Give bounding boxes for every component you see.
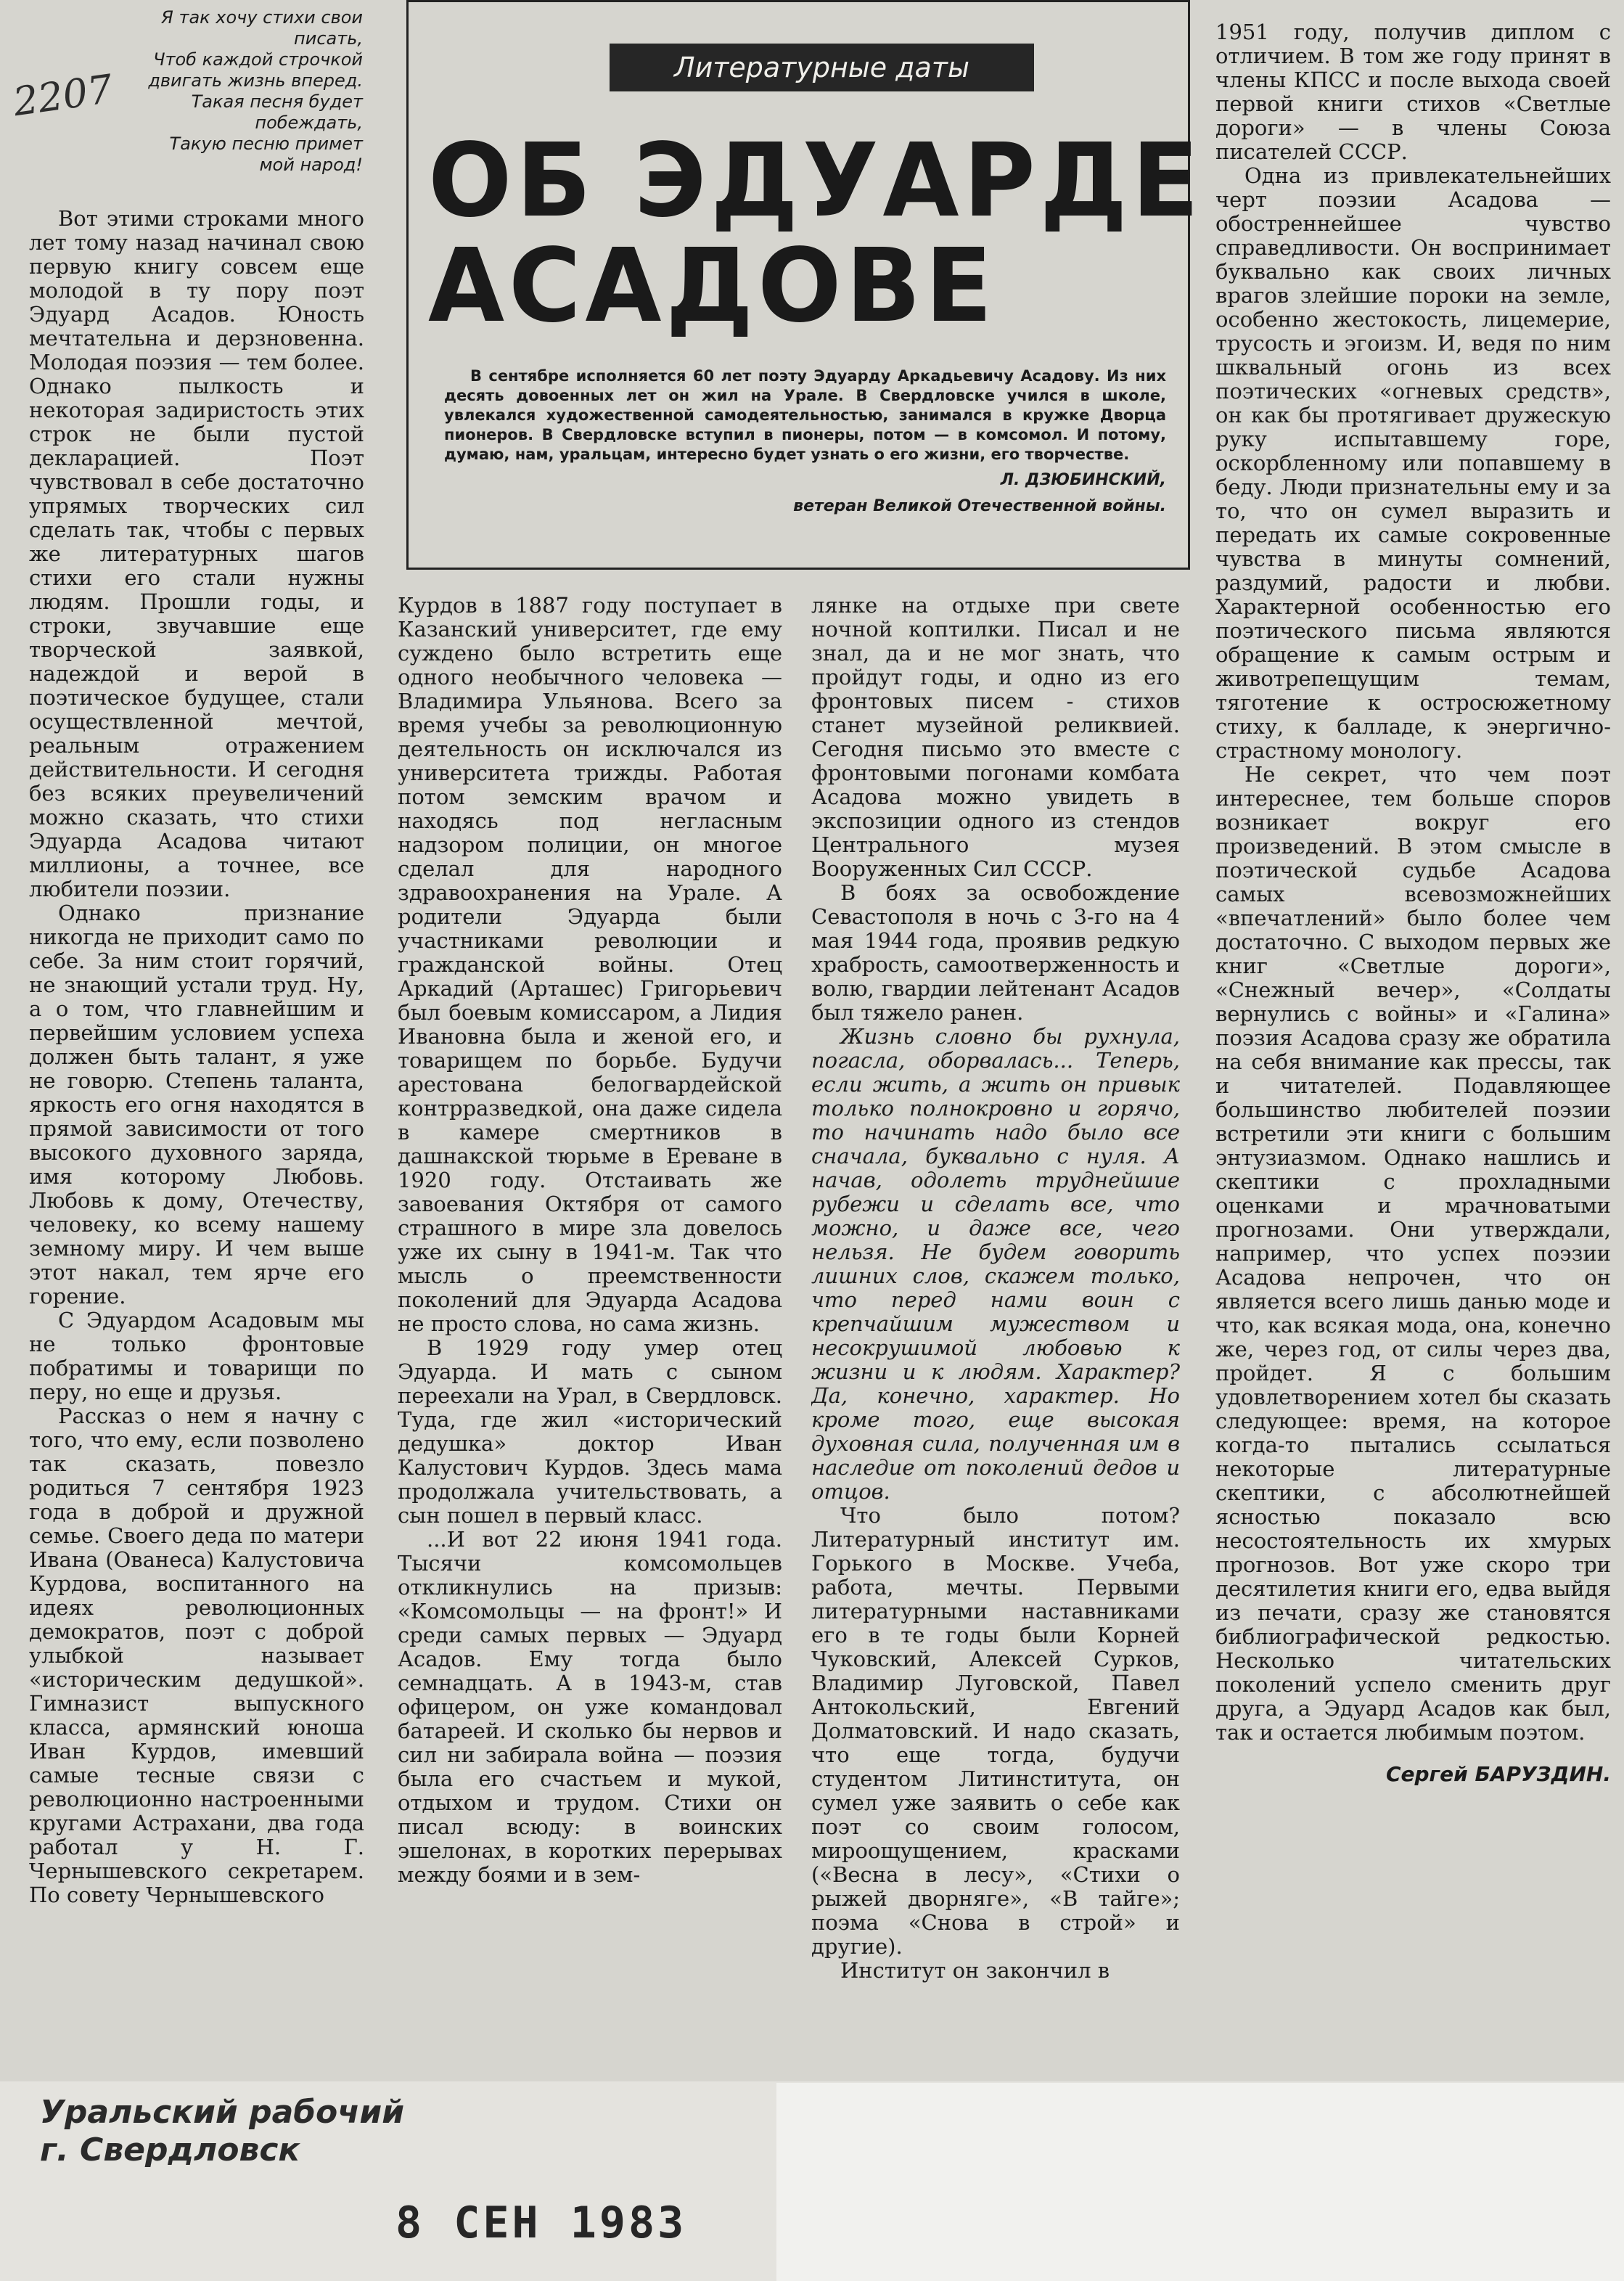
epigraph-line: побеждать, <box>255 112 363 133</box>
article-column-2 <box>398 594 782 2060</box>
article-column-4 <box>1215 20 1611 2035</box>
blank-paper-area <box>776 2083 1624 2281</box>
source-stamp-city: г. Свердловск <box>40 2131 300 2169</box>
paragraph: С Эдуардом Асадовым мы не только фронтовые побратимы и товарищи по перу, но еще и друзья. <box>29 1308 364 1404</box>
lead-signature-role: ветеран Великой Отечественной войны. <box>793 497 1166 515</box>
paragraph: Не секрет, что чем поэт интереснее, тем больше споров возникает вокруг его произведений. В этом смысле в поэтической судьбе Асадова самых всевозможнейших «впечатлений» было более чем достаточно. С выходом первых же книг «Светлые дороги», «Снежный вечер», «Солдаты вернулись с войны» и «Галина» поэзия Асадова сразу же обратила на себя внимание как прессы, так и читателей. Подавляющее большинство любителей поэзии встретили эти книги с большим энтузиазмом. Однако нашлись и скептики с прохладными оценками и мрачноватыми прогнозами. Они утверждали, например, что успех поэзии Асадова непрочен, что он является всего лишь данью моде и что, как всякая мода, она, конечно же, через год, от силы через два, пройдет. Я с большим удовлетворением хотел бы сказать следующее: время, на которое когда-то пытались ссылаться некоторые литературные скептики, с абсолютнейшей ясностью показало всю несостоятельность их хмурых прогнозов. Вот уже скоро три десятилетия книги его, едва выйдя из печати, сразу же становятся библиографической редкостью. Несколько читательских поколений успело сменить друг друга, а Эдуард Асадов как был, так и остается любимым поэтом. <box>1215 762 1611 1745</box>
lead-signature: Л. ДЗЮБИНСКИЙ, <box>1000 471 1166 489</box>
lead-text: В сентябре исполняется 60 лет поэту Эдуарду Аркадьевичу Асадову. Из них десять довоенных лет он жил на Урале. В Свердловске учился в школе, увлекался художественной самодеятельностью, занимался в кружке Дворца пионеров. В Свердловске вступил в пионеры, потом — в комсомол. И потому, думаю, нам, уральцам, интересно будет узнать о его жизни, его творчестве. <box>444 367 1166 463</box>
headline-line-2: АСАДОВЕ <box>428 227 997 345</box>
epigraph <box>29 7 363 176</box>
paragraph: Рассказ о нем я начну с того, что ему, если позволено так сказать, повезло родиться 7 сентября 1923 года в доброй и дружной семье. Своего деда по матери Ивана (Ованеса) Калустовича Курдова, воспитанного на идеях революционных демократов, поэт с доброй улыбкой называет «историческим дедушкой». Гимназист выпускного класса, армянский юноша Иван Курдов, имевший самые тесные связи с революционно настроенными кругами Астрахани, два года работал у Н. Г. Чернышевского секретарем. По совету Чернышевского <box>29 1404 364 1907</box>
date-stamp: 8 СЕН 1983 <box>395 2198 687 2248</box>
epigraph-line: двигать жизнь вперед. <box>148 70 363 91</box>
lead-paragraph <box>444 366 1166 517</box>
epigraph-line: Чтоб каждой строчкой <box>153 49 363 70</box>
paragraph: 1951 году, получив диплом с отличием. В том же году принят в члены КПСС и после выхода своей первой книги стихов «Светлые дороги» — в члены Союза писателей СССР. <box>1215 20 1611 164</box>
paragraph: Курдов в 1887 году поступает в Казанский университет, где ему суждено было встретить еще одного необычного человека — Владимира Ульянова. Всего за время учебы за революционную деятельность он исключался из университета трижды. Работая потом земским врачом и находясь под негласным надзором полиции, он многое сделал для народного здравоохранения на Урале. А родители Эдуарда были участниками революции и гражданской войны. Отец Аркадий (Арташес) Григорьевич был боевым комиссаром, а Лидия Ивановна была и женой его, и товарищем по борьбе. Будучи арестована белогвардейской контрразведкой, она даже сидела в камере смертников в дашнакской тюрьме в Ереване в 1920 году. Отстаивать же завоевания Октября от самого страшного в мире зла довелось уже их сыну в 1941-м. Так что мысль о преемственности поколений для Эдуарда Асадова не просто слова, но сама жизнь. <box>398 594 782 1336</box>
epigraph-line: Такую песню примет <box>169 134 363 154</box>
paragraph: Однако признание никогда не приходит само по себе. За ним стоит горячий, не знающий устали труд. Ну, а о том, что главнейшим и первейшим условием успеха должен быть талант, я уже не говорю. Степень таланта, яркость его огня находятся в прямой зависимости от того высокого духовного заряда, имя которому Любовь. Любовь к дому, Отечеству, человеку, ко всему нашему земному миру. И чем выше этот накал, тем ярче его горение. <box>29 901 364 1309</box>
paragraph: Институт он закончил в <box>840 1958 1110 1983</box>
article-column-3 <box>811 594 1180 2060</box>
paragraph: Вот этими строками много лет тому назад начинал свою первую книгу совсем еще молодой в ту пору поэт Эдуард Асадов. Юность мечтательна и дерзновенна. Молодая поэзия — тем более. Однако пылкость и некоторая задиристость этих строк не были пустой декларацией. Поэт чувствовал в себе достаточно упрямых творческих сил сделать так, чтобы с первых же литературных шагов стихи его стали нужны людям. Прошли годы, и строки, звучавшие еще творческой заявкой, надеждой и верой в поэтическое будущее, стали осуществленной мечтой, реальным отражением действительности. И сегодня без всяких преувеличений можно сказать, что стихи Эдуарда Асадова читают миллионы, а точнее, все любители поэзии. <box>29 207 364 901</box>
paragraph: В боях за освобождение Севастополя в ночь с 3-го на 4 мая 1944 года, проявив редкую храбрость, самоотверженность и волю, гвардии лейтенант Асадов был тяжело ранен. <box>811 880 1180 1025</box>
headline-line-1: ОБ ЭДУАРДЕ <box>428 122 1204 240</box>
source-stamp <box>40 2094 404 2169</box>
paragraph: Что было потом? Литературный институт им. Горького в Москве. Учеба, работа, мечты. Первыми литературными наставниками его в те годы были Корней Чуковский, Алексей Сурков, Владимир Луговской, Павел Антокольский, Евгений Долматовский. И надо сказать, что еще тогда, будучи студентом Литинститута, он сумел уже заявить о себе как поэт со своим голосом, мироощущением, красками («Весна в лесу», «Стихи о рыжей дворняге», «В тайге»; поэма «Снова в строй» и другие). <box>811 1503 1180 1959</box>
epigraph-line: Я так хочу стихи свои <box>161 7 363 28</box>
paragraph: Жизнь словно бы рухнула, погасла, оборвалась... Теперь, если жить, а жить он привык только полнокровно и горячо, то начинать надо было все сначала, буквально с нуля. А начав, одолеть труднейшие рубежи и сделать все, что можно, и даже все, чего нельзя. Не будем говорить лишних слов, скажем только, что перед нами воин с крепчайшим мужеством и несокрушимой любовью к жизни и к людям. Характер? Да, конечно, характер. Но кроме того, еще высокая духовная сила, полученная им в наследие от поколений дедов и отцов. <box>811 1024 1180 1504</box>
paragraph: В 1929 году умер отец Эдуарда. И мать с сыном переехали на Урал, в Свердловск. Туда, где жил «исторический дедушка» доктор Иван Калустович Курдов. Здесь мама продолжала учительствовать, а сын пошел в первый класс. <box>398 1335 782 1528</box>
paragraph: лянке на отдыхе при свете ночной коптилки. Писал и не знал, да и не мог знать, что пройдут годы, и одно из его фронтовых писем - стихов станет музейной реликвией. Сегодня письмо это вместе с фронтовыми погонами комбата Асадова можно увидеть в экспозиции одного из стендов Центрального музея Вооруженных Сил СССР. <box>811 594 1180 881</box>
rubric-label: Литературные даты <box>610 44 1034 91</box>
paragraph: Одна из привлекательнейших черт поэзии Асадова — обостреннейшее чувство справедливости. Он воспринимает буквально как своих личных врагов злейшие пороки на земле, особенно жестокость, лицемерие, трусость и эгоизм. И, ведя по ним шквальный огонь из всех поэтических «огневых средств», он как бы протягивает дружескую руку испытавшему горе, оскорбленному или попавшему в беду. Люди признательны ему и за то, что он сумел выразить и передать их самые сокровенные чувства в минуты сомнений, раздумий, радости и любви. Характерной особенностью его поэтического письма являются обращение к самым острым и животрепещущим темам, тяготение к остросюжетному стиху, к балладе, к энергично-страстному монологу. <box>1215 163 1611 763</box>
article-column-1 <box>29 207 364 2065</box>
epigraph-line: мой народ! <box>259 155 363 175</box>
handwritten-archive-number: 2207 <box>10 65 116 126</box>
author-signature: Сергей БАРУЗДИН. <box>1385 1762 1611 1786</box>
paragraph: ...И вот 22 июня 1941 года. Тысячи комсомольцев откликнулись на призыв: «Комсомольцы — на фронт!» И среди самых первых — Эдуард Асадов. Ему тогда было семнадцать. А в 1943-м, став офицером, он уже командовал батареей. И сколько бы нервов и сил ни забирала война — поэзия была его счастьем и мукой, отдыхом и трудом. Стихи он писал всюду: в воинских эшелонах, в коротких перерывах между боями и в зем- <box>398 1527 782 1887</box>
epigraph-line: Такая песня будет <box>191 91 363 112</box>
source-stamp-newspaper: Уральский рабочий <box>40 2094 405 2131</box>
epigraph-line: писать, <box>294 28 363 49</box>
